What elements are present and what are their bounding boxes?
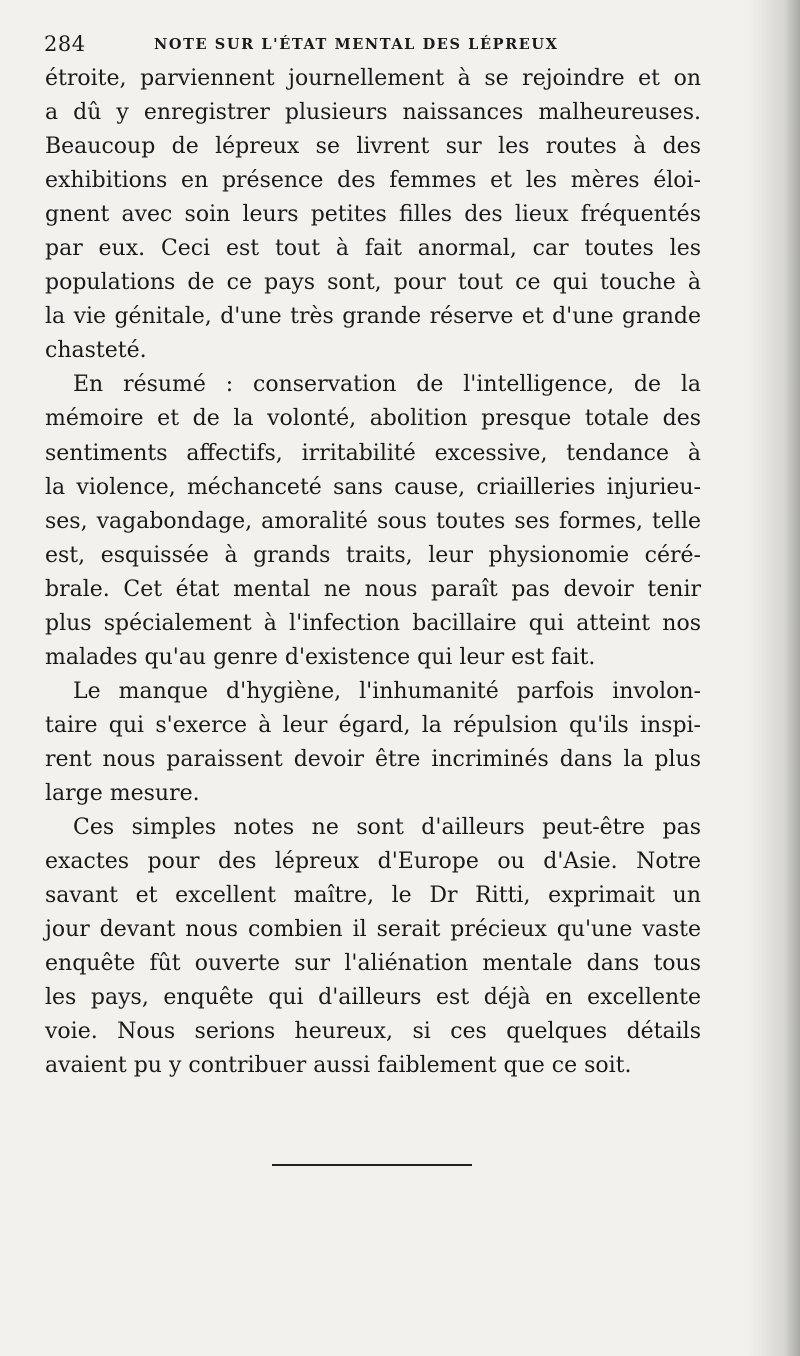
text-line: brale. Cet état mental ne nous paraît pas devoir tenir (45, 576, 701, 602)
text-line: Le manque d'hygiène, l'inhumanité parfois involon- (73, 678, 701, 704)
text-line: la violence, méchanceté sans cause, criailleries injurieu- (45, 474, 701, 500)
running-title: NOTE SUR L'ÉTAT MENTAL DES LÉPREUX (154, 36, 559, 53)
text-line: a dû y enregistrer plusieurs naissances malheureuses. (45, 100, 701, 126)
text-line: exhibitions en présence des femmes et les mères éloi- (45, 168, 701, 194)
text-line: étroite, parviennent journellement à se rejoindre et on (45, 66, 701, 91)
text-line: chasteté. (45, 338, 147, 364)
body-text (45, 62, 701, 1083)
text-line: ses, vagabondage, amoralité sous toutes ses formes, telle (45, 508, 701, 534)
text-line: Ces simples notes ne sont d'ailleurs peut-être pas (73, 815, 701, 841)
text-line: voie. Nous serions heureux, si ces quelques détails (45, 1019, 701, 1045)
text-line: plus spécialement à l'infection bacillaire qui atteint nos (45, 610, 701, 636)
text-line: avaient pu y contribuer aussi faiblement que ce soit. (45, 1053, 632, 1079)
text-line: Beaucoup de lépreux se livrent sur les routes à des (45, 134, 701, 160)
text-line: sentiments affectifs, irritabilité excessive, tendance à (45, 440, 701, 466)
page-number: 284 (44, 32, 86, 56)
page-header (44, 30, 604, 64)
text-line: rent nous paraissent devoir être incriminés dans la plus (45, 746, 701, 772)
page-edge-shadow (748, 0, 800, 1356)
text-line: taire qui s'exerce à leur égard, la répulsion qu'ils inspi- (45, 712, 701, 738)
text-line: est, esquissée à grands traits, leur physionomie céré- (45, 542, 701, 568)
text-line: En résumé : conservation de l'intelligence, de la (73, 372, 701, 398)
text-line: la vie génitale, d'une très grande réserve et d'une grande (45, 304, 701, 330)
text-line: mémoire et de la volonté, abolition presque totale des (45, 406, 701, 432)
text-line: gnent avec soin leurs petites filles des lieux fréquentés (45, 202, 701, 228)
text-line: populations de ce pays sont, pour tout ce qui touche à (45, 270, 701, 296)
text-line: savant et excellent maître, le Dr Ritti, exprimait un (45, 883, 701, 909)
text-line: les pays, enquête qui d'ailleurs est déjà en excellente (45, 985, 701, 1011)
text-line: malades qu'au genre d'existence qui leur est fait. (45, 644, 596, 670)
text-line: exactes pour des lépreux d'Europe ou d'Asie. Notre (45, 849, 701, 875)
section-end-rule (272, 1164, 472, 1166)
text-line: large mesure. (45, 780, 200, 806)
text-line: enquête fût ouverte sur l'aliénation mentale dans tous (45, 951, 701, 977)
text-line: par eux. Ceci est tout à fait anormal, car toutes les (45, 236, 701, 262)
text-line: jour devant nous combien il serait précieux qu'une vaste (45, 917, 701, 943)
